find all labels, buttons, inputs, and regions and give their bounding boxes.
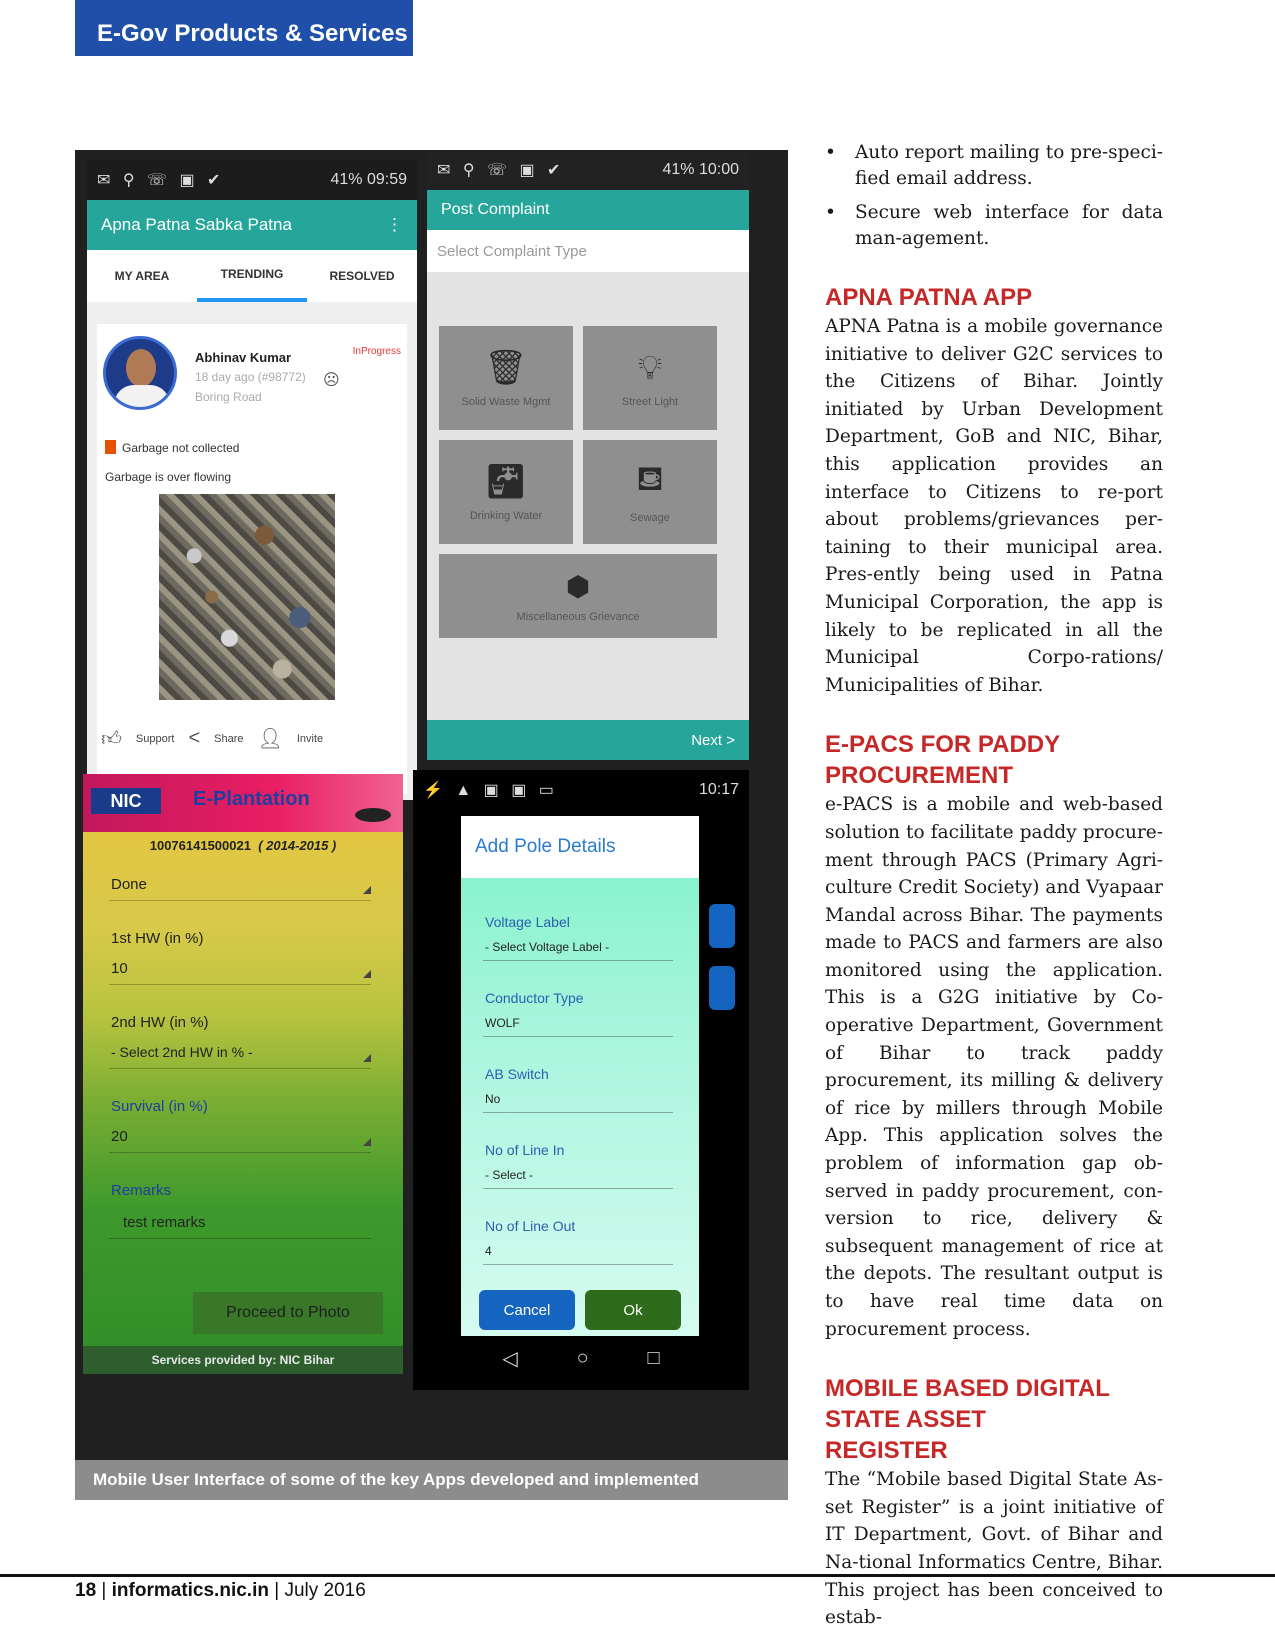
e-plantation-screen [83,774,403,1374]
remarks-label: Remarks [111,1182,172,1199]
battery-level: 41% [662,161,695,178]
tile-label: Solid Waste Mgmt [461,396,551,408]
thumbs-up-icon[interactable]: 👍︎ [101,727,122,750]
voltage-label-label: Voltage Label [485,914,570,930]
site-link[interactable]: informatics.nic.in [111,1580,269,1601]
status-bar [87,160,417,200]
leaf-icon [355,808,391,822]
line-out-label: No of Line Out [485,1218,576,1234]
issue-date: July 2016 [284,1580,366,1601]
nic-logo: NIC [91,788,161,814]
user-name: Abhinav Kumar [195,350,292,365]
line-in-select[interactable]: - Select - [485,1168,534,1182]
remarks-field[interactable]: test remarks [123,1214,206,1231]
avatar [103,336,177,410]
tile-drinking-water[interactable] [439,440,573,544]
garbage-photo [159,494,335,700]
apna-patna-screen [87,160,417,800]
conductor-type-select[interactable]: WOLF [485,1016,520,1030]
clock: 09:59 [366,171,407,188]
hw2-label: 2nd HW (in %) [111,1014,209,1031]
battery-level: 41% [330,171,363,188]
status-bar [413,770,749,810]
tile-label: Street Light [621,395,679,408]
tile-misc-grievance[interactable] [439,554,717,638]
back-icon[interactable]: ◁ [502,1347,518,1370]
app-header [83,774,403,832]
status-bar [427,150,749,190]
tab-resolved[interactable]: RESOLVED [329,269,395,283]
clock: 10:00 [698,161,739,178]
tab-my-area[interactable]: MY AREA [114,269,170,283]
cancel-button[interactable]: Cancel [479,1290,575,1330]
background-button [709,966,735,1010]
app-screenshots-figure [75,150,788,1500]
tap-icon: 🚰︎ [484,463,528,501]
section-heading: APNA PATNA APP [825,284,1033,311]
record-year: ( 2014-2015 ) [258,838,337,853]
box-icon: ⬢ [565,570,591,602]
notification-icons: ⚡ ▲ ▣ ▣ ▭ [423,782,558,799]
complaint-type-select[interactable]: Select Complaint Type [427,230,749,272]
complaint-card[interactable] [97,324,407,794]
tile-label: Miscellaneous Grievance [516,610,640,623]
recents-icon[interactable]: □ [647,1346,660,1369]
app-title: E-Plantation [193,788,310,810]
list-item: • Secure web interface for data man-agement. [825,200,1163,252]
footer-credit: Services provided by: NIC Bihar [83,1346,403,1374]
post-location: Boring Road [195,390,262,404]
trash-icon [105,440,116,454]
overflow-menu-icon[interactable]: ⋮ [386,215,403,234]
trash-icon: 🗑︎ [484,349,528,387]
dialog-title: Add Pole Details [461,816,699,878]
list-item: • Auto report mailing to pre-speci-fied email address. [825,140,1163,192]
section-heading: MOBILE BASED DIGITAL STATE ASSET REGISTER [825,1375,1110,1465]
voltage-label-select[interactable]: - Select Voltage Label - [485,940,610,954]
section-heading: E-PACS FOR PADDY PROCUREMENT [825,731,1060,790]
line-out-select[interactable]: 4 [485,1244,492,1258]
line-in-label: No of Line In [485,1142,565,1158]
pipe-icon: ⛾ [636,460,664,498]
action-bar [101,726,401,751]
notification-icons: ✉ ⚲ ☏ ▣ ✔ [437,162,565,179]
home-icon[interactable]: ○ [576,1346,589,1369]
share-icon[interactable]: < [188,727,201,749]
conductor-type-label: Conductor Type [485,990,584,1006]
notification-icons: ✉ ⚲ ☏ ▣ ✔ [97,172,225,189]
app-bar [87,200,417,250]
hw1-label: 1st HW (in %) [111,930,204,947]
ab-switch-label: AB Switch [485,1066,549,1082]
ab-switch-select[interactable]: No [485,1092,501,1106]
nav-bar [413,1340,749,1376]
section-body: e-PACS is a mobile and web-based solution to facilitate paddy procure-ment through PACS (Primary Agri-culture Credit Society) and Vyapaar Mandal across Bihar. The payments made to PACS and farmers are also monitored using the application. This is a G2G initiative by Co-operative Department, Government of Bihar to track paddy procurement, its milling & delivery of rice by millers through Mobile App. This application solves the problem of information gap ob-served in paddy procurement, con-version to rice, delivery & subsequent management of rice at the depots. The resultant output is to have real time data on procurement process. [825,794,1163,1340]
record-number: 10076141500021 [149,838,251,853]
add-person-icon[interactable]: 👤︎ [257,728,283,750]
complaint-category [105,440,239,455]
tile-solid-waste[interactable] [439,326,573,430]
feature-list [825,140,1163,252]
category-label: Garbage not collected [122,441,240,455]
hw1-field[interactable]: 10 [111,960,128,977]
tile-street-light[interactable] [583,326,717,430]
light-bulb-icon: 💡︎ [638,348,662,387]
app-title: Apna Patna Sabka Patna [101,215,292,234]
add-pole-details-screen [413,770,749,1390]
section-body: APNA Patna is a mobile governance initiative to deliver G2C services to the Citizens of Bihar. Jointly initiated by Urban Development Department, GoB and NIC, Bihar, this application provides an interface to Citizens to re-port about problems/grievances per-taining to their municipal area. Pres-ently being used in Patna Municipal Corporation, the app is likely to be replicated in all the Municipal Corpo-rations/ Municipalities of Bihar. [825,316,1163,696]
add-pole-dialog [461,816,699,1336]
page-number: 18 [75,1580,97,1601]
next-button[interactable]: Next > [427,720,749,760]
tile-label: Sewage [630,512,670,524]
text-column [825,140,1163,1632]
sad-face-icon: ☹ [323,372,340,389]
status-badge: InProgress [352,346,401,357]
footer-rule [0,1574,1275,1577]
invite-button[interactable]: Invite [296,732,324,745]
post-complaint-screen [427,150,749,760]
clock: 10:17 [698,781,739,798]
tile-label: Drinking Water [469,510,543,522]
support-button[interactable]: Support [135,732,175,745]
figure-caption: Mobile User Interface of some of the key Apps developed and implemented [75,1460,788,1500]
status-field[interactable]: Done [111,876,147,893]
background-button [709,904,735,948]
survival-field[interactable]: 20 [111,1128,128,1145]
tile-sewage[interactable] [583,440,717,544]
section-tab: E-Gov Products & Services [75,0,413,56]
tab-bar [87,250,417,302]
hw2-select[interactable]: - Select 2nd HW in % - [111,1044,253,1060]
screen-title: Post Complaint [427,190,749,230]
complaint-description: Garbage is over flowing [105,470,232,484]
post-meta: 18 day ago (#98772) [195,370,306,384]
proceed-to-photo-button[interactable]: Proceed to Photo [193,1292,383,1334]
survival-label: Survival (in %) [111,1098,208,1115]
record-id [83,838,403,853]
section-body: The “Mobile based Digital State As-set Register” is a joint initiative of IT Department, Govt. of Bihar and Na-tional Informatics Centre, Bihar. This project has been conceived to estab- [825,1469,1163,1629]
share-button[interactable]: Share [214,732,244,745]
ok-button[interactable]: Ok [585,1290,681,1330]
page-footer: 18 | informatics.nic.in | July 2016 [75,1580,366,1601]
tab-trending[interactable]: TRENDING [197,250,307,302]
